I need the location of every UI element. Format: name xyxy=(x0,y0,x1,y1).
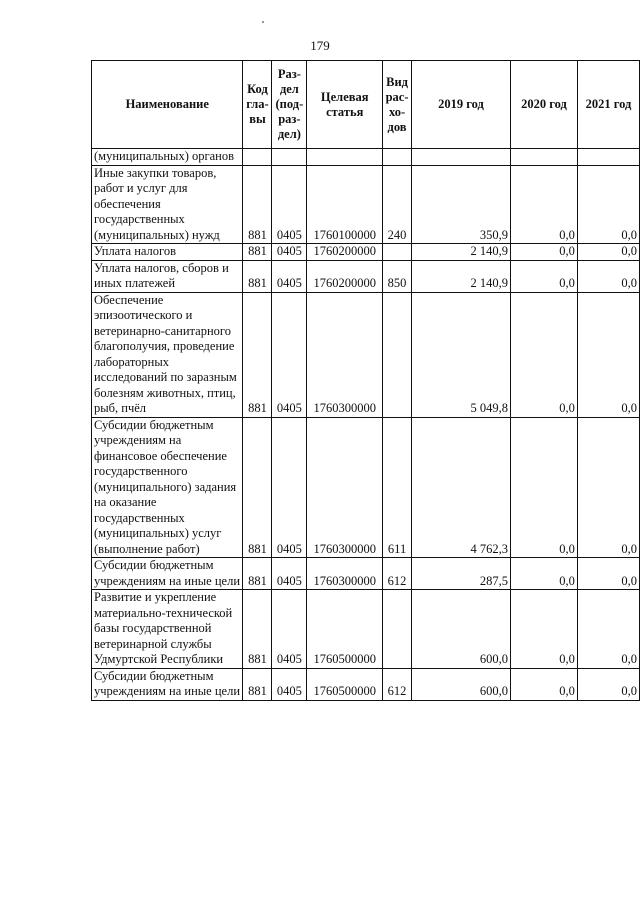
header-2021: 2021 год xyxy=(577,61,639,149)
cell-target: 1760100000 xyxy=(307,165,383,244)
cell-glava: 881 xyxy=(243,165,272,244)
header-razdel: Раз- дел (под- раз- дел) xyxy=(272,61,307,149)
cell-y2019: 350,9 xyxy=(412,165,511,244)
cell-name: Уплата налогов, сборов и иных платежей xyxy=(92,260,243,292)
cell-vid xyxy=(383,149,412,166)
cell-target: 1760300000 xyxy=(307,558,383,590)
cell-y2020: 0,0 xyxy=(511,292,578,417)
cell-y2019: 5 049,8 xyxy=(412,292,511,417)
cell-y2021: 0,0 xyxy=(577,165,639,244)
cell-glava: 881 xyxy=(243,590,272,669)
header-target: Целевая статья xyxy=(307,61,383,149)
cell-y2019: 2 140,9 xyxy=(412,260,511,292)
cell-target: 1760300000 xyxy=(307,292,383,417)
cell-target xyxy=(307,149,383,166)
cell-y2019: 600,0 xyxy=(412,590,511,669)
table-row xyxy=(92,668,640,700)
table-row xyxy=(92,149,640,166)
cell-razdel: 0405 xyxy=(272,590,307,669)
cell-y2020: 0,0 xyxy=(511,668,578,700)
cell-y2019: 2 140,9 xyxy=(412,244,511,261)
cell-razdel: 0405 xyxy=(272,244,307,261)
cell-glava: 881 xyxy=(243,260,272,292)
cell-vid xyxy=(383,292,412,417)
header-2019: 2019 год xyxy=(412,61,511,149)
cell-razdel: 0405 xyxy=(272,165,307,244)
table-row xyxy=(92,558,640,590)
cell-glava: 881 xyxy=(243,244,272,261)
cell-y2021: 0,0 xyxy=(577,558,639,590)
cell-razdel: 0405 xyxy=(272,558,307,590)
cell-glava: 881 xyxy=(243,417,272,558)
cell-name: Обеспечение эпизоотического и ветеринарно-санитарного благополучия, проведение лабораторных исследований по заразным болезням животных, птиц, рыб, пчёл xyxy=(92,292,243,417)
header-vid: Вид рас- хо- дов xyxy=(383,61,412,149)
cell-y2021: 0,0 xyxy=(577,292,639,417)
cell-y2021: 0,0 xyxy=(577,668,639,700)
cell-y2021: 0,0 xyxy=(577,244,639,261)
cell-name: (муниципальных) органов xyxy=(92,149,243,166)
table-row xyxy=(92,417,640,558)
cell-y2019: 287,5 xyxy=(412,558,511,590)
table-row xyxy=(92,165,640,244)
cell-y2020 xyxy=(511,149,578,166)
cell-y2020: 0,0 xyxy=(511,417,578,558)
header-glava: Код гла- вы xyxy=(243,61,272,149)
cell-glava: 881 xyxy=(243,558,272,590)
cell-name: Иные закупки товаров, работ и услуг для обеспечения государственных (муниципальных) нужд xyxy=(92,165,243,244)
cell-glava: 881 xyxy=(243,668,272,700)
cell-razdel: 0405 xyxy=(272,417,307,558)
cell-target: 1760300000 xyxy=(307,417,383,558)
header-2020: 2020 год xyxy=(511,61,578,149)
cell-razdel: 0405 xyxy=(272,292,307,417)
cell-target: 1760500000 xyxy=(307,668,383,700)
cell-vid xyxy=(383,244,412,261)
cell-y2021 xyxy=(577,149,639,166)
cell-y2021: 0,0 xyxy=(577,590,639,669)
cell-razdel: 0405 xyxy=(272,260,307,292)
cell-y2019: 4 762,3 xyxy=(412,417,511,558)
cell-y2020: 0,0 xyxy=(511,558,578,590)
cell-glava xyxy=(243,149,272,166)
cell-name: Субсидии бюджетным учреждениям на финансовое обеспечение государственного (муниципального) задания на оказание государственных (муниципальных) услуг (выполнение работ) xyxy=(92,417,243,558)
cell-target: 1760200000 xyxy=(307,260,383,292)
cell-name: Развитие и укрепление материально-технической базы государственной ветеринарной службы Удмуртской Республики xyxy=(92,590,243,669)
page-number: 179 xyxy=(310,38,330,53)
header-name: Наименование xyxy=(92,61,243,149)
cell-name: Субсидии бюджетным учреждениям на иные цели xyxy=(92,668,243,700)
cell-y2020: 0,0 xyxy=(511,590,578,669)
cell-vid: 611 xyxy=(383,417,412,558)
table-row xyxy=(92,590,640,669)
cell-y2019 xyxy=(412,149,511,166)
cell-name: Субсидии бюджетным учреждениям на иные цели xyxy=(92,558,243,590)
cell-y2019: 600,0 xyxy=(412,668,511,700)
cell-razdel xyxy=(272,149,307,166)
scan-speck xyxy=(262,21,264,23)
cell-target: 1760500000 xyxy=(307,590,383,669)
cell-y2021: 0,0 xyxy=(577,417,639,558)
cell-vid: 612 xyxy=(383,668,412,700)
cell-y2020: 0,0 xyxy=(511,165,578,244)
table-row xyxy=(92,292,640,417)
cell-vid xyxy=(383,590,412,669)
cell-razdel: 0405 xyxy=(272,668,307,700)
cell-y2020: 0,0 xyxy=(511,244,578,261)
table-row xyxy=(92,244,640,261)
budget-table xyxy=(91,60,640,701)
cell-vid: 850 xyxy=(383,260,412,292)
cell-y2020: 0,0 xyxy=(511,260,578,292)
cell-y2021: 0,0 xyxy=(577,260,639,292)
cell-vid: 240 xyxy=(383,165,412,244)
cell-vid: 612 xyxy=(383,558,412,590)
cell-glava: 881 xyxy=(243,292,272,417)
cell-name: Уплата налогов xyxy=(92,244,243,261)
cell-target: 1760200000 xyxy=(307,244,383,261)
table-row xyxy=(92,260,640,292)
table-header-row xyxy=(92,61,640,149)
